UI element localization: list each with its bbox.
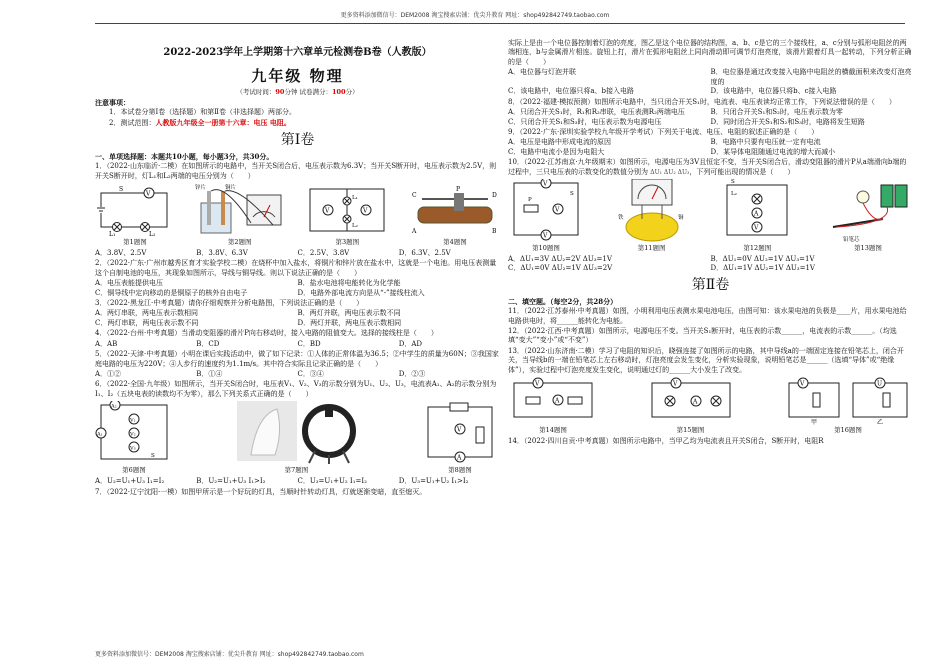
circuit-diagram (508, 377, 598, 425)
option-c[interactable]: C．2.5V、3.8V (297, 248, 350, 257)
question-9-options (508, 138, 913, 157)
svg-text:B: B (491, 228, 497, 236)
figure-caption: 第15题图 (676, 426, 705, 435)
switch-label: S (119, 186, 124, 194)
svg-text:铁: 铁 (617, 215, 624, 222)
figure-caption: 第12题图 (743, 244, 772, 253)
svg-text:L₁: L₁ (109, 231, 116, 238)
question-2: 2．（2022·广东·广州市越秀区育才实验学校二模）在烧杯中加入盐水，将铜片和锌片放在盐水中，这就是一个电池。用电压表测量这个自制电池的电压，其现象如图所示，导线与铜导线。则以下说法正确的是（ ） (95, 259, 497, 277)
option-a[interactable]: A．U₂=U₁+U₃ I₁=I₂ (95, 477, 165, 486)
svg-text:V: V (672, 380, 677, 388)
svg-text:A: A (411, 228, 417, 236)
svg-text:A₁: A₁ (97, 431, 103, 438)
option-c[interactable]: C．该电路中，电位器只将a、b接入电路 (508, 87, 635, 96)
option-d[interactable]: D．②③ (398, 370, 426, 379)
option-b[interactable]: B．两灯并联，两电压表示数不同 (297, 309, 401, 318)
option-c[interactable]: C．BD (297, 339, 321, 348)
circuit-diagram (95, 183, 175, 237)
question-13: 13．（2022·山东济南·二模）学习了电阻的知识后，晓强连接了如图所示的电路，其中导线a的一端固定连接在铅笔芯上，闭合开关，当导线b的一端在铅笔芯上左右移动时，灯泡亮度会发生变化，分析实验现象，说明铅笔芯是______（选填“导体”或“绝缘体”），实验过程中灯泡亮度发生变化，说明通过灯的______大小发生了改变。 (508, 346, 904, 374)
svg-text:铜: 铜 (677, 215, 684, 222)
question-14: 14．（2022·四川自贡·中考真题）如图所示电路中，当甲乙均为电流表且开关S闭合，S断开时，电阻R (508, 436, 824, 445)
exam-score: 100 (332, 87, 346, 96)
figure-15 (646, 377, 736, 435)
option-a[interactable]: A．两灯串联，两电压表示数相同 (95, 309, 199, 318)
left-column (95, 38, 500, 638)
option-b[interactable]: B．U₂=U₁+U₃ I₁>I₂ (196, 477, 266, 486)
svg-text:V: V (555, 206, 560, 214)
option-b[interactable]: B．盐水电池将电能转化为化学能 (297, 279, 401, 288)
figure-caption: 第2题图 (227, 238, 252, 247)
option-d[interactable]: D．该电路中，电位器只将b、c接入电路 (710, 87, 837, 96)
question-12: 12．（2022·江西·中考真题）如图所示，电源电压不变。当开关S₁断开时，电压表的示数______，电流表的示数______。（均选填“变大”“变小”或“不变”） (508, 326, 897, 345)
circuit-diagram (420, 401, 500, 465)
question-5: 5．（2022·天津·中考真题）小明在课后实践活动中，做了如下记录：①人体的正常体温为36.5；②中学生的质量为60N；③我国家庭电路的电压为220V；④人步行的速度约为1.1m/s。其中符合实际且记录正确的是（ ） (95, 350, 499, 368)
circuit-diagram (646, 377, 736, 425)
note-2: 2．测试范围：人教版九年级全一册第十六章：电压 电阻。 (109, 118, 291, 128)
question-10-options (508, 255, 913, 274)
svg-text:A: A (692, 398, 697, 406)
option-b[interactable]: B．电路中只要有电压就一定有电流 (710, 138, 821, 147)
option-b[interactable]: B．CD (196, 339, 220, 348)
svg-text:A: A (754, 210, 759, 218)
pencil-lead-circuit-illustration (823, 179, 913, 243)
svg-text:V: V (754, 224, 759, 232)
option-b[interactable]: B．电位器是通过改变接入电路中电阻丝的横截面积来改变灯泡亮度的 (710, 68, 912, 86)
option-c[interactable]: C．ΔU₁=0V ΔU₂=1V ΔU₃=2V (508, 264, 613, 273)
svg-text:S: S (570, 191, 574, 198)
part-2-title: 第Ⅱ卷 (691, 276, 730, 293)
option-b[interactable]: B．①④ (196, 370, 223, 379)
figure-caption: 第7题图 (284, 466, 309, 475)
figure-14 (508, 377, 598, 435)
svg-text:锌片: 锌片 (194, 185, 206, 192)
option-c[interactable]: C．两灯串联，两电压表示数不同 (95, 318, 199, 327)
question-7: 7．（2022·辽宁沈阳·一模）如图甲所示是一个好玩的灯具，当顺时针转动灯具，灯就逐渐变暗，直至熄灭。 (95, 487, 427, 496)
svg-text:V: V (543, 180, 548, 188)
svg-text:V: V (146, 190, 151, 198)
question-11: 11．（2022·江苏泰州·中考真题）如图，小明利用电压表测水果电池电压，由图可知：该水果电池的负极是____片，用水果电池给电路供电时，将______能转化为电能。 (508, 307, 907, 325)
svg-text:D: D (491, 192, 497, 200)
figure-caption: 第8题图 (448, 466, 472, 475)
svg-text:A₂: A₂ (111, 403, 117, 410)
section-1-heading: 一、单项选择题：本题共10小题，每小题3分，共30分。 (95, 151, 274, 161)
figure-caption: 第11题图 (637, 244, 666, 253)
figure-caption: 第13题图 (854, 244, 882, 253)
svg-text:U: U (877, 380, 883, 388)
svg-text:P: P (528, 197, 532, 204)
question-2-options (95, 279, 500, 298)
svg-text:A: A (457, 454, 462, 462)
sliding-rheostat-illustration (410, 183, 500, 237)
svg-text:V: V (800, 380, 805, 388)
figure-12 (719, 179, 795, 253)
paper-subtitle: 九年级 物理 (251, 66, 344, 85)
option-a[interactable]: A．电压表能提供电压 (95, 279, 164, 288)
figure-13 (823, 179, 913, 253)
svg-text:L₂: L₂ (352, 223, 359, 230)
page-footer: 更多资料添加微信号：DEM2008 淘宝搜索店铺：优尖升教育 网址：shop492842749.taobao.com (95, 651, 364, 658)
header-divider (95, 23, 905, 24)
svg-text:S: S (151, 453, 155, 460)
question-7-continued: 实际上是由一个电位器控制着灯泡的亮度，图乙是这个电位器的结构图，a、b、c是它的三个接线柱，a、c分别与弧形电阻丝的两端相连，b与金属滑片相连。旋钮上打，滑片在弧形电阻丝上同向滑动即可调节灯泡亮度，该滑片跟着灯具一起转动，下列分析正确的是（ ） (508, 39, 912, 66)
svg-text:V: V (363, 207, 368, 215)
svg-text:V: V (535, 380, 540, 388)
part-1-title: 第Ⅰ卷 (280, 131, 315, 148)
fruit-battery-illustration (612, 179, 692, 243)
figure-row-1 (95, 183, 500, 247)
svg-text:P: P (455, 186, 461, 194)
circuit-diagram (95, 401, 173, 465)
option-d[interactable]: D．ΔU₁=1V ΔU₂=1V ΔU₃=1V (710, 264, 815, 273)
right-column (508, 38, 913, 638)
exam-time: 90 (275, 87, 285, 96)
question-8: 8．（2022·福建·模拟预测）如图所示电路中，当只闭合开关S₁时，电流表、电压表读均正常工作，下列说法错误的是（ ） (508, 97, 896, 106)
option-a[interactable]: A．①② (95, 370, 122, 379)
option-a[interactable]: A．ΔU₁=3V ΔU₂=2V ΔU₃=1V (508, 254, 612, 263)
question-1: 1．（2022·山东临沂·二模）在如图所示的电路中，当开关S闭合后，电压表示数为6.3V；当开关S断开时，电压表示数为2.5V，则开关S断开时，灯L₁和L₂两端的电压分别为（ ） (95, 162, 497, 180)
option-a[interactable]: A．3.8V、2.5V (95, 248, 147, 257)
option-c[interactable]: C．电路中电流小是因为电阻大 (508, 147, 605, 156)
svg-text:铅笔芯: 铅笔芯 (842, 237, 860, 244)
figure-row-4 (508, 377, 913, 435)
section-2-heading: 二、填空题。（每空2分，共28分） (508, 296, 618, 306)
question-3-options (95, 309, 500, 328)
option-d[interactable]: D．U₃=U₁+U₂ I₁>I₂ (398, 477, 469, 486)
option-d[interactable]: D．电路外部电流方向是从“-”接线柱流入 (297, 288, 425, 297)
svg-text:V₁: V₁ (130, 417, 136, 424)
figure-caption: 第16题图 (834, 426, 862, 435)
svg-text:V: V (543, 232, 548, 240)
option-c[interactable]: C．只闭合开关S₁和S₃时，电压表示数为电源电压 (508, 117, 662, 126)
question-8-options (508, 108, 913, 127)
figure-caption: 第3题图 (335, 238, 360, 247)
figure-row-3 (508, 179, 913, 253)
question-3: 3．（2022·黑龙江·中考真题）请你仔细观察并分析电路图，下列说法正确的是（ ） (95, 298, 364, 307)
question-4: 4．（2022·台州·中考真题）当滑动变阻器的滑片P向右移动时，接入电路的阻值变大。选择的接线柱是（ ） (95, 329, 438, 338)
figure-row-2 (95, 401, 500, 475)
option-a[interactable]: A．电压是电路中形成电流的原因 (508, 138, 612, 147)
svg-text:V: V (457, 426, 462, 434)
figure-caption: 第14题图 (539, 426, 567, 435)
svg-text:V₂: V₂ (130, 431, 136, 438)
question-7-options (508, 68, 913, 96)
svg-text:A: A (555, 397, 560, 405)
option-a[interactable]: A．只闭合开关S₁时，R₁和R₂串联，电压表测R₂两端电压 (508, 108, 685, 117)
circuit-diagram (508, 179, 584, 243)
circuit-diagram (719, 179, 795, 243)
option-d[interactable]: D．两灯并联，两电压表示数相同 (297, 318, 402, 327)
circuit-diagram (304, 183, 390, 237)
figure-11 (612, 179, 692, 253)
question-9: 9．（2022·广东·深圳实验学校九年级开学考试）下列关于电流、电压、电阻的叙述正确的是（ ） (508, 127, 819, 136)
figure-caption: 第10题图 (532, 244, 560, 253)
paper-title: 2022-2023学年上学期第十六章单元检测卷B卷（人教版） (163, 47, 432, 58)
figure-6 (95, 401, 173, 475)
option-c[interactable]: C．③④ (297, 370, 324, 379)
question-10: 10．（2022·江苏南京·九年级期末）如图所示，电源电压为3V且恒定不变，当开关S闭合后，滑动变阻器的滑片P从a端滑向b端的过程中，三只电压表的示数变化的数值分别为 ΔU₁ ΔU₂ ΔU₃，下列可能出现的情况是（ ） (508, 158, 907, 176)
option-a[interactable]: A．AB (95, 339, 118, 348)
svg-text:V: V (325, 207, 330, 215)
option-d[interactable]: D．某导体电阻随通过电流的增大而减小 (710, 147, 836, 156)
option-d[interactable]: D．AD (398, 339, 423, 348)
figure-7 (237, 401, 357, 475)
figure-4 (410, 183, 500, 247)
figure-10 (508, 179, 584, 253)
svg-text:甲: 甲 (811, 419, 818, 426)
figure-8 (420, 401, 500, 475)
option-d[interactable]: D．6.3V、2.5V (398, 248, 451, 257)
question-5-options (95, 370, 500, 379)
svg-text:铜片: 铜片 (224, 185, 236, 192)
figure-1 (95, 183, 175, 247)
option-b[interactable]: B．ΔU₁=0V ΔU₂=1V ΔU₃=1V (710, 254, 815, 263)
figure-caption: 第1题图 (123, 238, 147, 247)
figure-caption: 第4题图 (443, 238, 467, 247)
figure-caption: 第6题图 (122, 466, 146, 475)
salt-water-battery-illustration (195, 183, 285, 237)
option-b[interactable]: B．3.8V、6.3V (196, 248, 248, 257)
figure-2 (195, 183, 285, 247)
svg-text:乙: 乙 (877, 419, 884, 426)
paper-meta: （考试时间：90分钟 试卷满分：100分） (236, 87, 359, 96)
figure-16 (783, 377, 913, 435)
lamp-photo-illustration (237, 401, 357, 465)
option-d[interactable]: D．同时闭合开关S₁和S₂和S₃时，电路将发生短路 (710, 117, 865, 126)
note-1: 1．本试卷分第Ⅰ卷（选择题）和第Ⅱ卷（非选择题）两部分。 (109, 107, 296, 116)
question-4-options (95, 340, 500, 349)
svg-text:C: C (411, 192, 417, 200)
question-6: 6．（2022·全国·九年级）如图所示，当开关S闭合时，电压表V₁、V₂、V₃的示数分别为U₁、U₂、U₃，电流表A₁、A₂的示数分别为I₁、I₂（五块电表的读数均不为零），那么下列关系式正确的是（ ） (95, 380, 497, 398)
option-a[interactable]: A．电位器与灯泡并联 (508, 68, 577, 77)
page-header: 更多资料添加微信号：DEM2008 淘宝搜索店铺：优尖升教育 网址：shop492842749.taobao.com (340, 12, 610, 19)
svg-text:V₃: V₃ (130, 445, 136, 452)
figure-3 (304, 183, 390, 247)
option-c[interactable]: C．铜导线中定向移动的是铜原子的核外自由电子 (95, 288, 248, 297)
delta-u-fractions: ΔU₁ ΔU₂ ΔU₃ (650, 168, 690, 176)
svg-text:L₂: L₂ (731, 191, 738, 198)
option-c[interactable]: C．U₃=U₁+U₂ I₁=I₂ (297, 477, 367, 486)
notes-heading: 注意事项： (95, 97, 130, 107)
svg-text:L₂: L₂ (149, 231, 156, 238)
option-b[interactable]: B．只闭合开关S₁和S₂时，电压表示数为零 (710, 108, 843, 117)
svg-text:S: S (731, 179, 736, 186)
question-1-options (95, 249, 500, 258)
circuit-diagram (783, 377, 913, 425)
svg-text:L₁: L₁ (352, 195, 359, 202)
question-6-options (95, 477, 500, 486)
